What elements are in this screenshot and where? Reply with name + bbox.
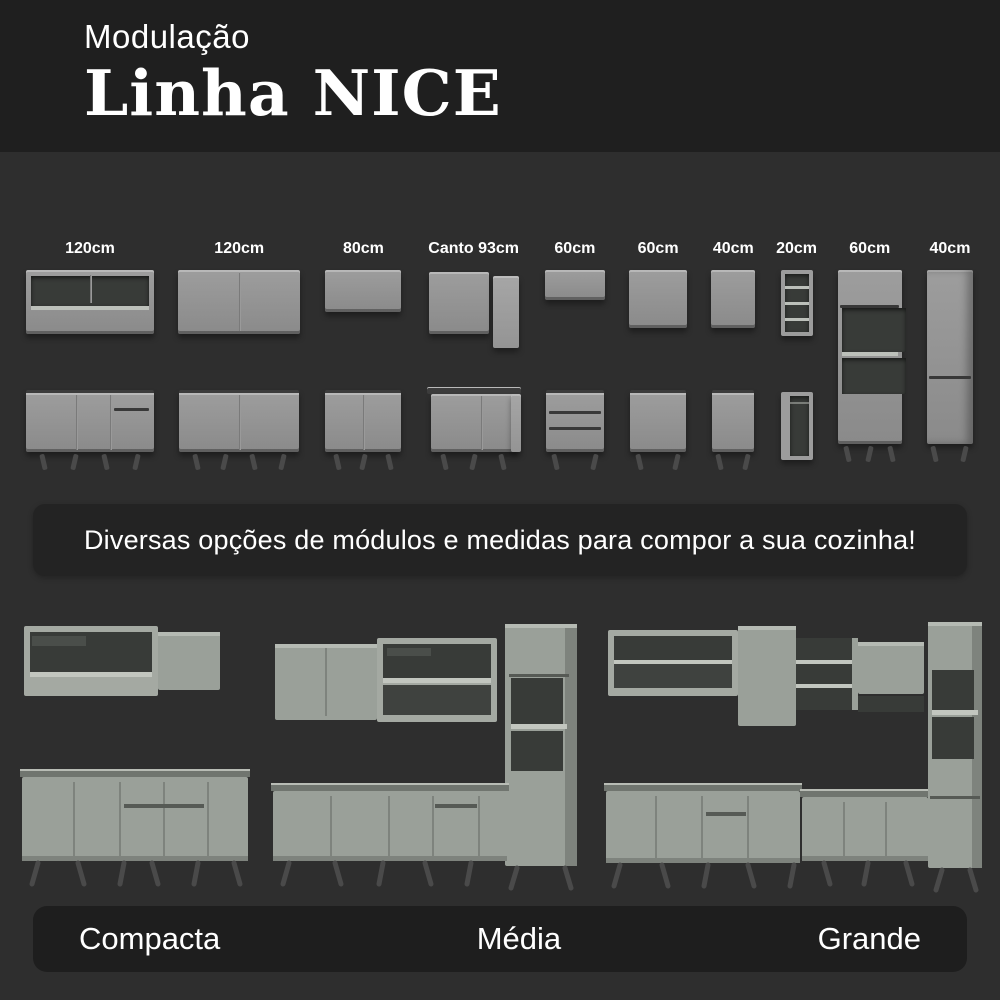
module-column-1 [24,240,156,474]
kitchen-size-label-compact: Compacta [79,921,221,956]
module-size-label: 40cm [929,240,971,257]
size-labels-bar [33,906,967,972]
header-kicker: Modulação [84,18,250,55]
module-size-label: Canto 93cm [428,240,519,257]
module-size-label: 60cm [554,240,596,257]
compact-base-counter [20,769,250,861]
module-column-4 [425,240,523,474]
base-corner-cabinet-93-icon [431,394,517,452]
page-title: Linha NICE [84,56,502,130]
niche-20-open-icon [781,392,813,460]
kitchen-size-label-large: Grande [817,921,921,956]
modules-grid [24,240,976,474]
kitchen-set-compact-image [12,600,262,900]
kitchen-set-medium-image [265,600,595,900]
medium-base-counter [271,783,509,861]
base-cabinet-120-2door-icon [179,390,299,452]
base-cabinet-80-2door-icon [325,390,401,452]
module-column-6 [627,240,689,474]
banner-text: Diversas opções de módulos e medidas para compor a sua cozinha! [83,524,917,555]
compact-legs [32,863,240,884]
module-size-label: 60cm [849,240,891,257]
pantry-cabinet-40-icon [927,270,973,444]
compact-wall-cabinets [24,626,220,696]
module-column-7 [709,240,757,474]
module-size-label: 40cm [712,240,754,257]
module-size-label: 60cm [637,240,679,257]
base-drawer-unit-60-icon [546,390,604,452]
wall-cabinet-80-1door-icon [325,270,401,312]
large-tall-tower [928,622,982,868]
wall-cabinet-40-1door-icon [711,270,755,328]
medium-legs [283,863,571,888]
base-cabinet-60-1door-icon [630,390,686,452]
kitchen-size-label-medium: Média [476,921,562,956]
module-column-3 [322,240,404,474]
large-wall-cabinets [608,626,924,726]
base-cabinet-40-1door-icon [712,390,754,452]
wall-cabinet-60-1door-icon [629,270,687,328]
module-size-label: 80cm [342,240,384,257]
wall-corner-cabinet-93-icon [429,270,519,352]
module-column-2 [176,240,302,474]
large-legs [614,863,976,890]
kitchens-row [12,600,988,900]
medium-wall-cabinets [275,638,497,722]
wall-cabinet-60-low-icon [545,270,605,300]
kitchen-set-large-corner-image [598,600,988,900]
module-size-label: 120cm [214,240,265,257]
module-column-9 [836,240,904,474]
module-column-5 [543,240,607,474]
wall-cabinet-120-glass-open-icon [26,270,154,334]
module-size-label: 20cm [776,240,817,257]
module-size-label: 120cm [65,240,115,257]
banner [33,504,967,576]
header [0,0,1000,152]
oven-tower-60-icon [838,270,902,444]
module-column-8 [778,240,816,474]
module-column-10 [924,240,976,474]
wall-cabinet-120-2door-icon [178,270,300,334]
large-base-counter-left [604,783,802,863]
base-cabinet-120-3door-1drawer-icon [26,390,154,452]
medium-tall-tower [505,624,577,866]
wall-niche-20-icon [781,270,813,336]
large-base-counter-right [800,789,928,861]
